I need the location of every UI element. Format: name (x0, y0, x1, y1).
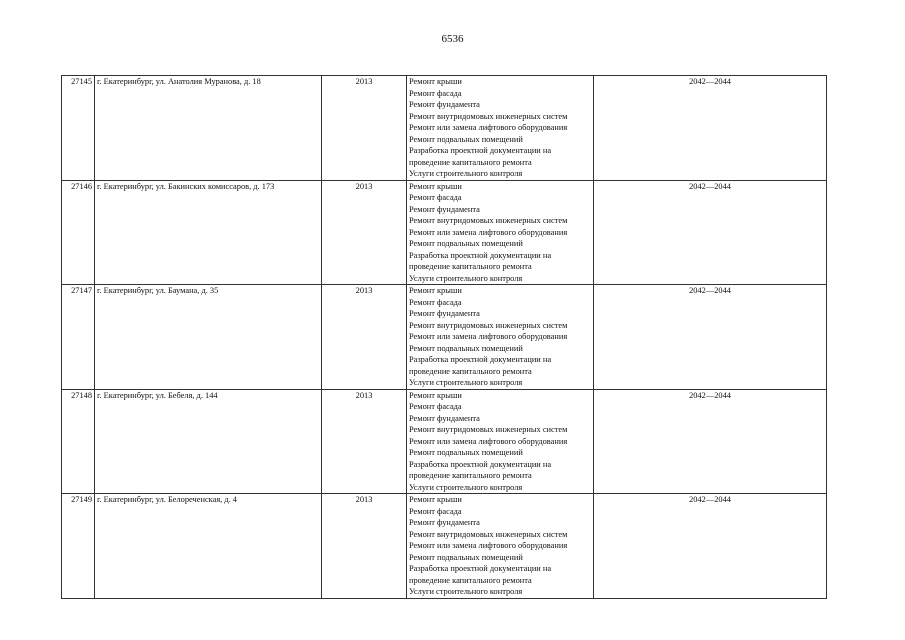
year-cell: 2013 (322, 180, 407, 285)
repair-schedule-table (61, 75, 827, 599)
record-number-cell: 27149 (62, 494, 95, 599)
works-cell (407, 76, 594, 181)
address-cell: г. Екатеринбург, ул. Бакинских комиссаров, д. 173 (95, 180, 322, 285)
work-item: Ремонт или замена лифтового оборудования (409, 541, 568, 550)
period-cell: 2042—2044 (594, 389, 827, 494)
works-cell (407, 494, 594, 599)
work-item: Ремонт крыши (409, 181, 462, 191)
work-item: Разработка проектной документации на (409, 146, 552, 155)
work-item: Ремонт фундамента (409, 309, 480, 318)
table-row (62, 76, 827, 181)
work-item: Услуги строительного контроля (409, 273, 523, 283)
work-item: проведение капитального ремонта (409, 471, 532, 480)
year-cell: 2013 (322, 389, 407, 494)
table-body (62, 76, 827, 599)
work-item: Разработка проектной документации на (409, 250, 552, 260)
work-item: Ремонт внутридомовых инженерных систем (409, 425, 568, 434)
table-row (62, 285, 827, 390)
work-item: Ремонт фасада (409, 88, 462, 98)
work-item: проведение капитального ремонта (409, 262, 532, 271)
work-item: Разработка проектной документации на (409, 459, 552, 469)
work-item: Ремонт внутридомовых инженерных систем (409, 320, 568, 330)
works-cell (407, 180, 594, 285)
record-number-cell: 27145 (62, 76, 95, 181)
address-cell: г. Екатеринбург, ул. Баумана, д. 35 (95, 285, 322, 390)
works-cell (407, 285, 594, 390)
work-item: Ремонт фундамента (409, 518, 480, 527)
work-item: Ремонт фасада (409, 506, 462, 516)
work-item: Ремонт фасада (409, 402, 462, 411)
work-item: Ремонт крыши (409, 495, 462, 504)
period-cell: 2042—2044 (594, 285, 827, 390)
work-item: Ремонт или замена лифтового оборудования (409, 436, 568, 446)
work-item: Разработка проектной документации на (409, 564, 552, 573)
work-item: Ремонт крыши (409, 77, 462, 86)
period-cell: 2042—2044 (594, 76, 827, 181)
year-cell: 2013 (322, 76, 407, 181)
work-item: Ремонт или замена лифтового оборудования (409, 123, 568, 132)
work-item: Услуги строительного контроля (409, 482, 523, 492)
year-cell: 2013 (322, 494, 407, 599)
work-item: Ремонт крыши (409, 286, 462, 295)
period-cell: 2042—2044 (594, 494, 827, 599)
work-item: Ремонт или замена лифтового оборудования (409, 332, 568, 341)
page-number: 6536 (441, 33, 464, 45)
work-item: Ремонт внутридомовых инженерных систем (409, 111, 568, 121)
work-item: Ремонт фундамента (409, 204, 480, 214)
period-cell: 2042—2044 (594, 180, 827, 285)
works-cell (407, 389, 594, 494)
record-number-cell: 27147 (62, 285, 95, 390)
table-row (62, 389, 827, 494)
work-item: Ремонт фундамента (409, 413, 480, 423)
work-item: Ремонт внутридомовых инженерных систем (409, 529, 568, 539)
work-item: Ремонт фасада (409, 297, 462, 307)
work-item: Услуги строительного контроля (409, 378, 523, 387)
record-number-cell: 27146 (62, 180, 95, 285)
table-row (62, 180, 827, 285)
record-number-cell: 27148 (62, 389, 95, 494)
work-item: проведение капитального ремонта (409, 366, 532, 376)
address-cell: г. Екатеринбург, ул. Бебеля, д. 144 (95, 389, 322, 494)
work-item: Ремонт подвальных помещений (409, 239, 523, 248)
table-row (62, 494, 827, 599)
work-item: Ремонт крыши (409, 390, 462, 400)
work-item: Услуги строительного контроля (409, 169, 523, 178)
work-item: Ремонт подвальных помещений (409, 343, 523, 353)
work-item: Ремонт фасада (409, 193, 462, 202)
work-item: Ремонт подвальных помещений (409, 448, 523, 457)
work-item: Услуги строительного контроля (409, 587, 523, 596)
year-cell: 2013 (322, 285, 407, 390)
work-item: Разработка проектной документации на (409, 355, 552, 364)
work-item: Ремонт внутридомовых инженерных систем (409, 216, 568, 225)
work-item: Ремонт подвальных помещений (409, 552, 523, 562)
work-item: Ремонт или замена лифтового оборудования (409, 227, 568, 237)
work-item: Ремонт подвальных помещений (409, 134, 523, 144)
address-cell: г. Екатеринбург, ул. Белореченская, д. 4 (95, 494, 322, 599)
work-item: Ремонт фундамента (409, 100, 480, 109)
work-item: проведение капитального ремонта (409, 157, 532, 167)
address-cell: г. Екатеринбург, ул. Анатолия Муранова, д. 18 (95, 76, 322, 181)
work-item: проведение капитального ремонта (409, 575, 532, 585)
